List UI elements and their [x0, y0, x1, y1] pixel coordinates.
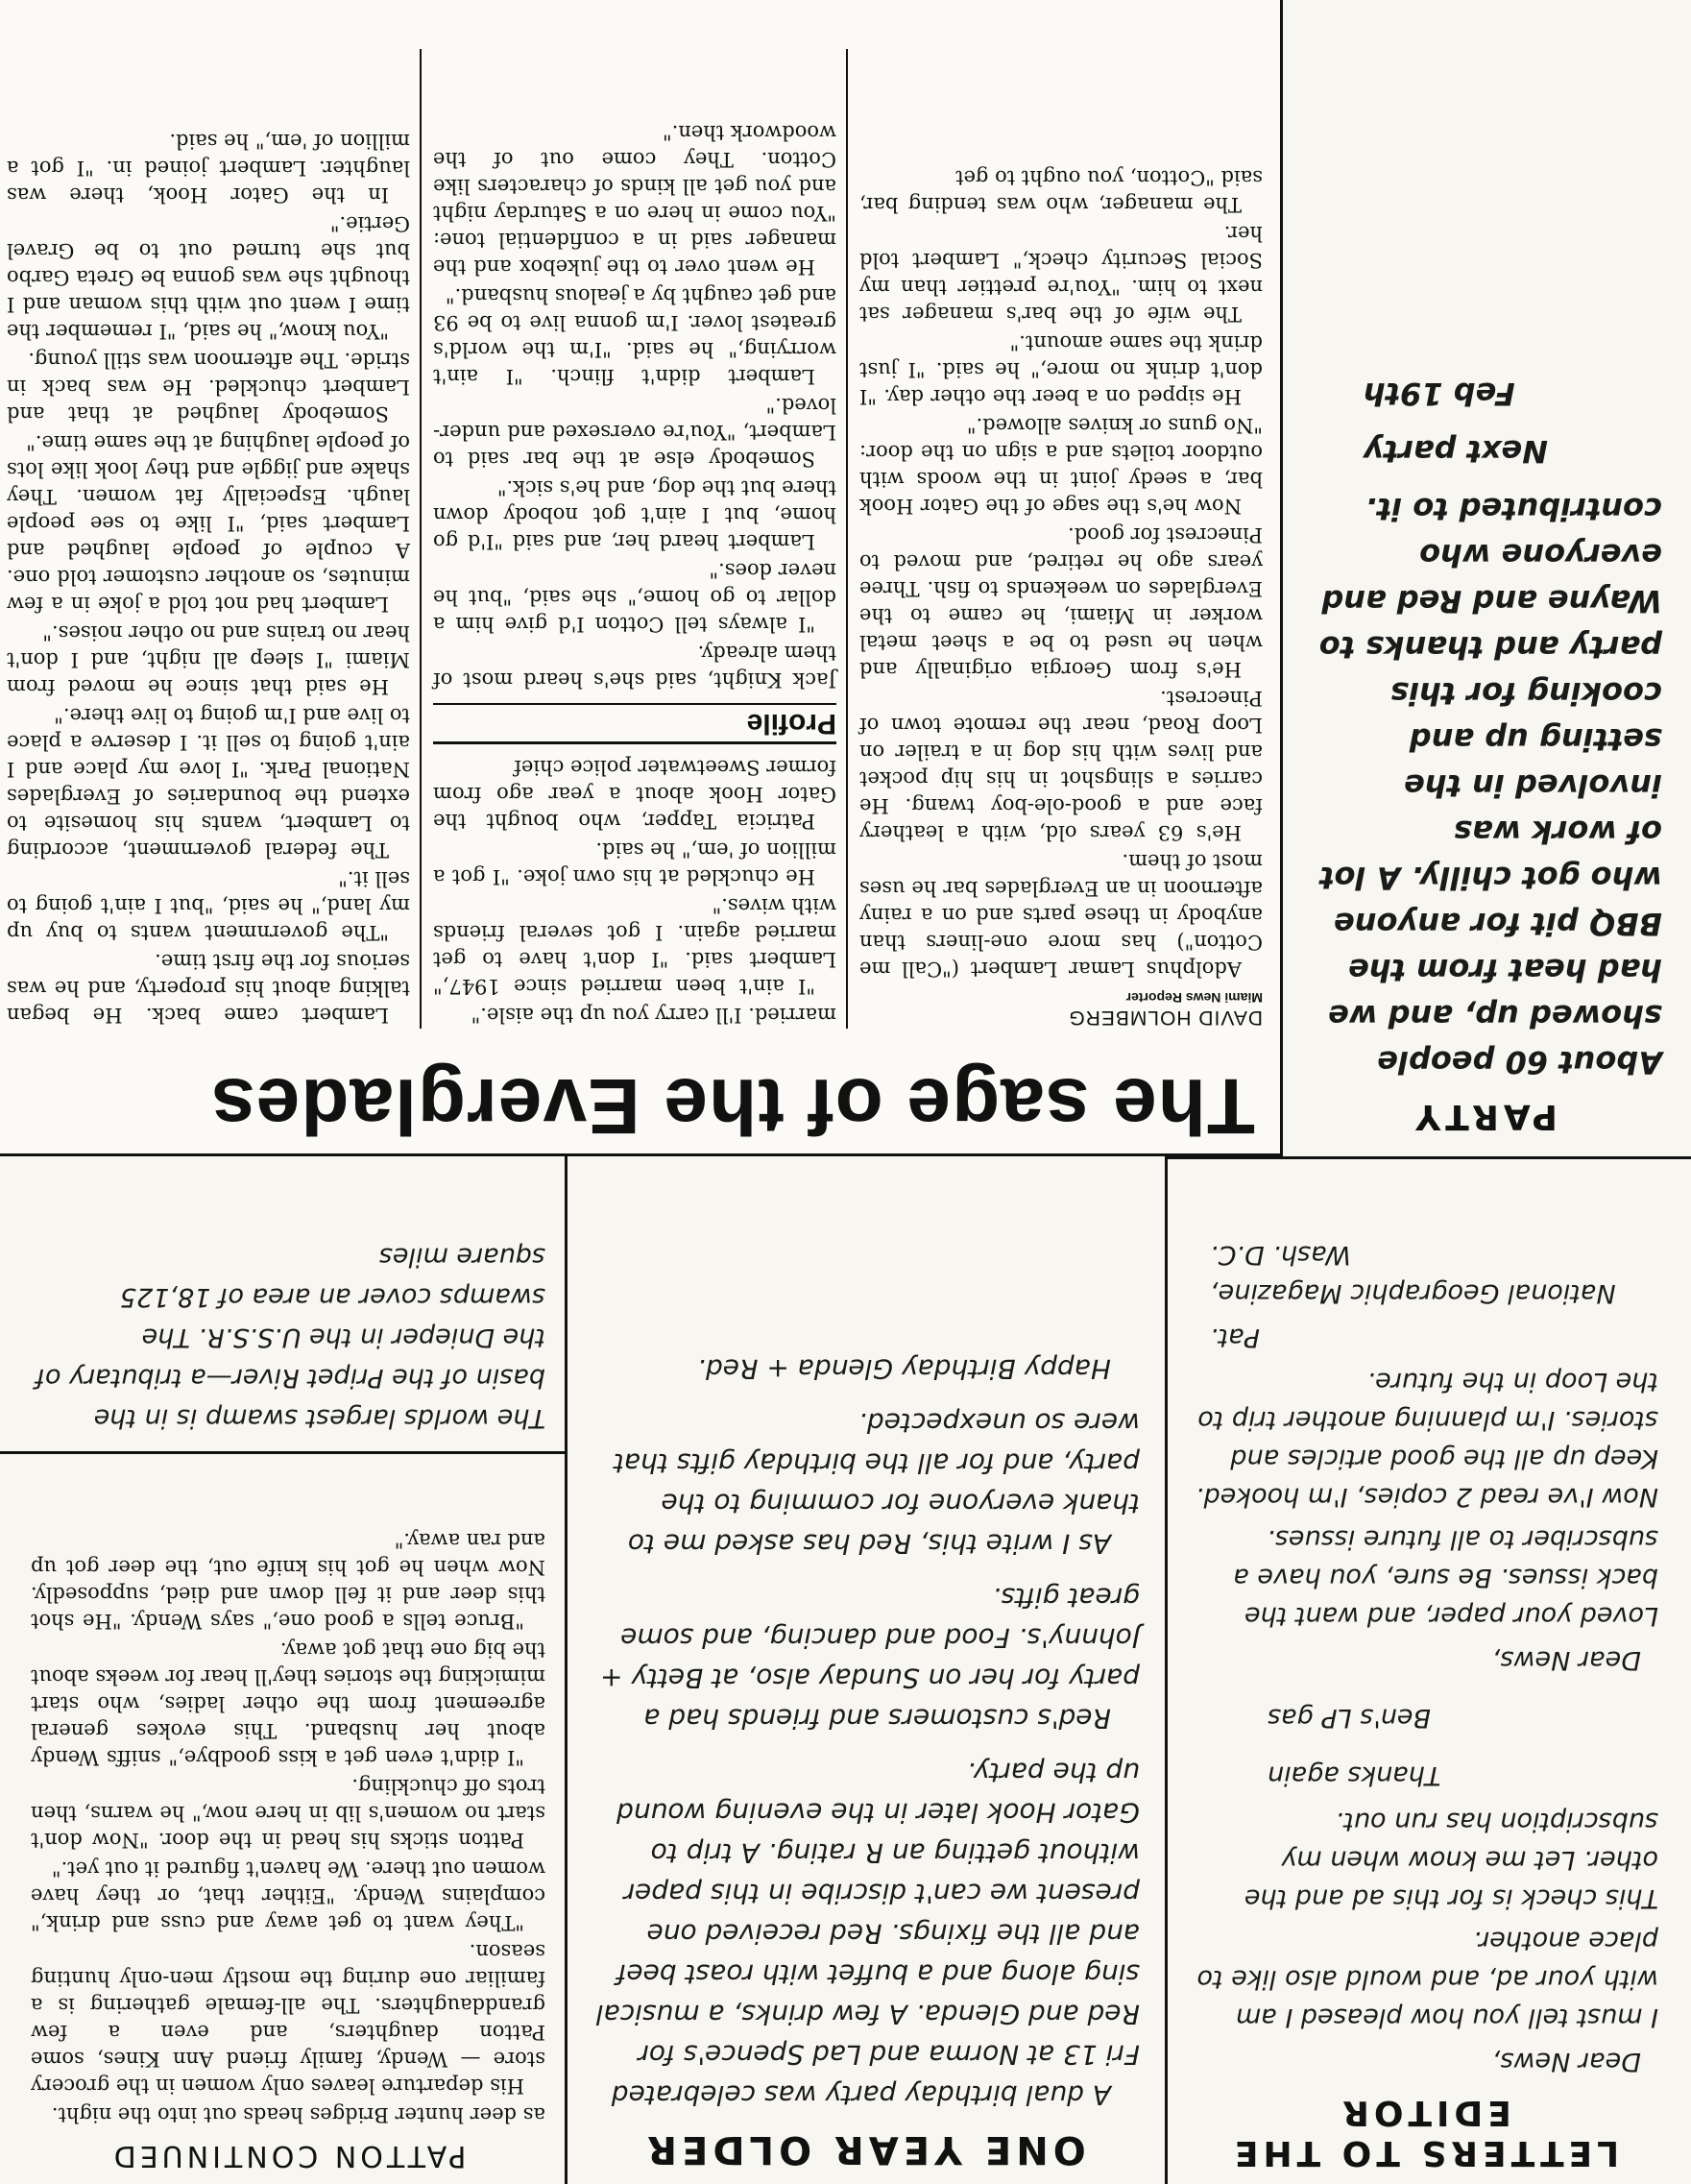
column-divider	[420, 49, 422, 1029]
patton-paragraph: His departure leaves only women in the grocery store — Wendy, family friend Ann Kines, some Patton daughters, and even a few granddaughters. The all-female gathering is a familiar one during the mostly men-only hunting season.	[31, 1940, 545, 2098]
article-paragraph: Jack Knight, said she's heard most of them already.	[433, 642, 836, 692]
one-year-older-paragraph: Happy Birthday Glenda + Red.	[697, 1353, 1111, 1385]
column-divider	[846, 49, 848, 1029]
article-paragraph: "You know," he said, "I remember the time I went out with this woman and I thought she was gonna be Greta Garbo but she turned out to be Gravel Gertie."	[7, 212, 410, 343]
swamp-fact-text: The worlds largest swamp is in the basin of the Pripet River—a tributary of the Dnieper in the U.S.S.R. The swamps cover an area of 18,125 square miles	[36, 1242, 545, 1433]
article-column-2-body-bottom	[433, 119, 836, 693]
letter-2	[1191, 1235, 1658, 1679]
article-column-3-body	[7, 128, 410, 1029]
letter-1-closing: Thanks again	[1268, 1760, 1441, 1790]
article-headline: The sage of the Everglades	[210, 1062, 1255, 1150]
article-column-2-body-top	[433, 754, 836, 1029]
one-year-older-title: ONE YEAR OLDER	[642, 2127, 1086, 2172]
letter-1-body-2: This check is for this ad and the other. Let me know when my subscription has run out.	[1244, 1807, 1658, 1913]
article-paragraph: Adolphus Lamar Lambert ("Call me Cotton") has more one-liners than anybody in these parts and on a rainy afternoon in an Everglades bar he uses most of them.	[859, 850, 1263, 981]
article-paragraph: "I always tell Cotton I'd give him a dollar to go home," she said, "but he never does."	[433, 559, 836, 636]
article-paragraph: The manager, who was tending bar, said "Cotton, you ought to get	[859, 166, 1263, 216]
patton-paragraph: "Bruce tells a good one," says Wendy. "He shot this deer and it fell down and died, supposedly. Now when he got his knife out, the deer got up and ran away."	[31, 1529, 545, 1633]
article-paragraph: He's from Georgia originally and when he used to be a sheet metal worker in Miami, he came to the Everglades on weekends to fish. Three years ago he retired, and moved to Pinecrest for good.	[859, 523, 1263, 681]
letters-section	[1165, 1156, 1691, 2184]
article-paragraph: He chuckled at his own joke. "I got a million of 'em," he said.	[433, 838, 836, 888]
article-paragraph: "The government wants to buy up my land," he said, "but I ain't going to sell it."	[7, 867, 410, 944]
article-byline: DAVID HOLMBERG	[1068, 1007, 1263, 1029]
letter-2-body: Loved your paper, and want the back issues. Be sure, you have a subscriber to all future issues.	[1233, 1524, 1658, 1631]
patton-paragraph: "They want to get away and cuss and drink," complains Wendy. "Either that, or they have women out there. We haven't figured it out yet."	[31, 1857, 545, 1934]
letter-1-signature: Ben's LP gas	[1268, 1703, 1431, 1733]
patton-continued-body	[31, 1527, 545, 2128]
patton-paragraph: Patton sticks his head in the door. "Now don't start no women's lib in here now," he warns, then trots off chuckling.	[31, 1775, 545, 1852]
one-year-older-paragraph: As I write this, Red has asked me to thank everyone for comming to the party, and for all the birthday gifts that were so unexpected.	[614, 1407, 1140, 1560]
letter-2-body-2: Now I've read 2 copies, I'm hooked. Keep up all the good articles and stories. I'm planning another trip to the Loop in the future.	[1196, 1367, 1658, 1512]
letter-1-body: I must tell you how pleased I am with your ad, and would also like to place another.	[1196, 1926, 1658, 2032]
profile-label: Profile	[746, 708, 836, 740]
article-paragraph: Lambert came back. He began talking about his property, and he was serious for the first time.	[7, 950, 410, 1027]
one-year-older-paragraph: Red's customers and friends had a party for her on Sunday also, at Betty + Johnny's. Food and dancing, and some great gifts.	[600, 1582, 1140, 1735]
patton-continued-title: PATTON CONTINUED	[109, 2139, 467, 2172]
article-column-1-body	[859, 164, 1263, 983]
article-paragraph: Lambert didn't flinch. "I ain't worrying," he said. "I'm the world's greatest lover. I'm gonna live to be 93 and get caught by a jealous husband."	[433, 284, 836, 388]
party-next-date: Feb 19th	[1364, 376, 1515, 412]
patton-paragraph: "I didn't even get a kiss goodbye," sniffs Wendy about her husband. This evokes general agreement from the other ladies, who start mimicking the stories they'll hear for weeks about the big one that got away.	[31, 1638, 545, 1769]
article-paragraph: Lambert had not told a joke in a few minutes, so another customer told one. A couple of people laughed and Lambert said, "I like to see people laugh. Especially fat women. They shake and jiggle and they look like lots of people laughing at the same time."	[7, 431, 410, 616]
profile-label-box	[433, 703, 836, 744]
letter-2-signature: Pat.	[1210, 1323, 1260, 1352]
one-year-older-body	[589, 1348, 1140, 2115]
party-next-label: Next party	[1364, 433, 1548, 470]
sage-article	[0, 0, 1280, 1156]
swamp-fact-box	[0, 1156, 565, 1454]
one-year-older-section	[565, 1156, 1165, 2184]
one-year-older-paragraph: A dual birthday party was celebrated Fri 13 at Norma and Lad Spence's for Red and Glenda. A few drinks, a musical sing along and a buffet with roast beef and all the fixings. Red received one present we can't discribe in this paper without getting an R rating. A trip to Gator Hook later in the evening wound up the party.	[595, 1757, 1140, 2111]
party-title: PARTY	[1411, 1097, 1558, 1136]
party-section	[1280, 0, 1691, 1156]
article-paragraph: Somebody laughed at that and Lambert chuckled. He was back in stride. The afternoon was still young.	[7, 349, 410, 425]
patton-continued-section	[0, 1464, 565, 2184]
party-text: About 60 people showed up, and we had heat from the BBQ pit for anyone who got chilly. A lot of work was involved in the setting up and cooking for this party and thanks to Wayne and Red and everyone who contributed to it.	[1318, 491, 1662, 1080]
letter-2-greeting: Dear News,	[1491, 1645, 1641, 1675]
letter-2-affiliation: National Geographic Magazine, Wash. D.C.	[1210, 1240, 1616, 1308]
patton-paragraph: as deer hunter Bridges heads out into the night.	[51, 2103, 545, 2126]
article-paragraph: The federal government, according to Lambert, wants his homesite to extend the boundaries of Everglades National Park. "I love my place and I ain't going to sell it. I deserve a place to live and I'm going to live there."	[7, 704, 410, 861]
article-paragraph: Patricia Tapper, who bought the Gator Hook about a year ago from former Sweetwater police chief	[433, 756, 836, 833]
article-paragraph: The wife of the bar's manager sat next to him. "You're prettier than my Social Security check," Lambert told her.	[859, 222, 1263, 326]
article-paragraph: He went over to the jukebox and the manager said in a confidential tone: "You come in here on a Saturday night and you get all kinds of characters like Cotton. They come out of the woodwork then."	[433, 121, 836, 279]
article-byline-affiliation: Miami News Reporter	[1125, 990, 1263, 1006]
article-paragraph: He said that since he moved from Miami "I sleep all night, and I don't hear no trains and no other noises."	[7, 621, 410, 698]
article-paragraph: Now he's the sage of the Gator Hook bar, a seedy joint in the woods with outdoor toilets and a sign on the door: "No guns or knives allowed."	[859, 414, 1263, 518]
article-paragraph: Somebody else at the bar said to Lambert, "You're oversexed and under-loved."	[433, 394, 836, 471]
article-column-3	[7, 126, 410, 1029]
letter-1	[1191, 1698, 1658, 2080]
article-paragraph: He's 63 years old, with a leathery face and a good-ole-boy twang. He carries a slingshot in his hip pocket and lives with his dog in a trailer on Loop Road, near the remote town of Pinecrest.	[859, 687, 1263, 844]
article-paragraph: He sipped on a beer the other day. "I don't drink no more," he said. "I just drink the same amount."	[859, 331, 1263, 408]
article-column-2	[433, 117, 836, 1029]
article-columns	[7, 11, 1263, 1029]
article-column-1	[859, 162, 1263, 1029]
article-paragraph: Lambert heard her, and said "I'd go home, but I ain't got nobody down there but the dog, and he's sick."	[433, 476, 836, 553]
article-paragraph: "I ain't been married since 1947," Lambert said. "I don't have to get married again. I got several friends with wives."	[433, 894, 836, 998]
letters-title: LETTERS TO THE EDITOR	[1229, 2093, 1620, 2172]
party-body	[1306, 371, 1662, 1085]
article-paragraph: In the Gator Hook, there was laughter. Lambert joined in. "I got a million of 'em," he said.	[7, 130, 410, 206]
article-paragraph: married. I'll carry you up the aisle."	[471, 1004, 836, 1027]
letter-1-greeting: Dear News,	[1491, 2047, 1641, 2076]
